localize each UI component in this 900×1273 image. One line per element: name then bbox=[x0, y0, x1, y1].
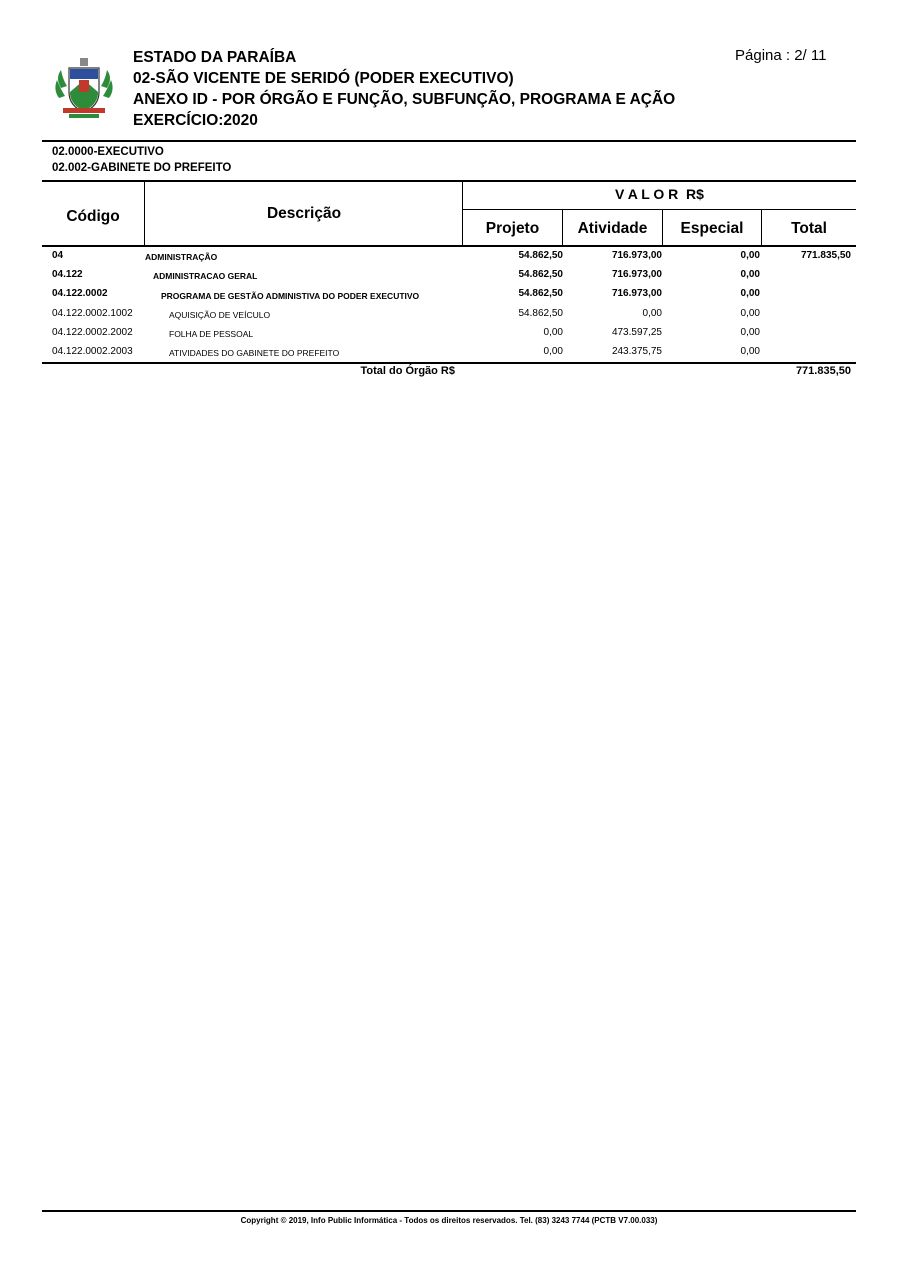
row-projeto: 0,00 bbox=[543, 327, 563, 338]
header-total: Total bbox=[791, 220, 827, 237]
table-row bbox=[42, 247, 856, 266]
row-atividade: 243.375,75 bbox=[611, 346, 662, 357]
row-especial: 0,00 bbox=[740, 327, 760, 338]
row-atividade: 473.597,25 bbox=[611, 327, 662, 338]
table-bottom-border bbox=[42, 362, 856, 364]
municipality-title: 02-SÃO VICENTE DE SERIDÓ (PODER EXECUTIVO) bbox=[133, 70, 514, 87]
row-atividade: 716.973,00 bbox=[611, 269, 662, 280]
row-descricao: ATIVIDADES DO GABINETE DO PREFEITO bbox=[169, 348, 340, 358]
header-especial: Especial bbox=[680, 220, 744, 237]
header-codigo: Código bbox=[66, 208, 120, 225]
total-value: 771.835,50 bbox=[795, 365, 851, 377]
row-projeto: 0,00 bbox=[543, 346, 563, 357]
table-row bbox=[42, 324, 856, 343]
row-descricao: FOLHA DE PESSOAL bbox=[169, 329, 254, 339]
table-row bbox=[42, 285, 856, 304]
row-especial: 0,00 bbox=[740, 308, 760, 319]
row-codigo: 04 bbox=[52, 250, 64, 261]
row-codigo: 04.122.0002.1002 bbox=[52, 308, 133, 319]
row-descricao: AQUISIÇÃO DE VEÍCULO bbox=[169, 310, 271, 320]
unidade-label: 02.002-GABINETE DO PREFEITO bbox=[52, 162, 232, 174]
row-codigo: 04.122.0002.2003 bbox=[52, 346, 133, 357]
row-atividade: 0,00 bbox=[642, 308, 662, 319]
header-descricao: Descrição bbox=[266, 205, 342, 222]
table-row bbox=[42, 343, 856, 362]
row-projeto: 54.862,50 bbox=[518, 250, 563, 261]
state-title: ESTADO DA PARAÍBA bbox=[133, 49, 297, 66]
row-total: 771.835,50 bbox=[800, 250, 851, 261]
row-projeto: 54.862,50 bbox=[518, 269, 563, 280]
row-atividade: 716.973,00 bbox=[611, 250, 662, 261]
col-divider bbox=[144, 181, 145, 246]
page-number: Página : 2/ 11 bbox=[735, 47, 827, 64]
row-especial: 0,00 bbox=[740, 269, 760, 280]
annex-title: ANEXO ID - POR ÓRGÃO E FUNÇÃO, SUBFUNÇÃO, PROGRAMA E AÇÃO bbox=[133, 91, 676, 108]
table-row bbox=[42, 266, 856, 285]
header-atividade: Atividade bbox=[577, 220, 648, 237]
exercise-year: EXERCÍCIO:2020 bbox=[133, 112, 258, 129]
row-codigo: 04.122.0002 bbox=[52, 288, 108, 299]
row-especial: 0,00 bbox=[740, 288, 760, 299]
header-projeto: Projeto bbox=[485, 220, 540, 237]
copyright-footer: Copyright © 2019, Info Public Informática - Todos os direitos reservados. Tel. (83) 3243 7744 (PCTB V7.00.033) bbox=[240, 1216, 658, 1225]
row-descricao: PROGRAMA DE GESTÃO ADMINISTIVA DO PODER EXECUTIVO bbox=[161, 291, 420, 301]
coat-of-arms-icon bbox=[53, 58, 115, 120]
row-atividade: 716.973,00 bbox=[611, 288, 662, 299]
valor-divider bbox=[463, 209, 856, 210]
footer-divider bbox=[42, 1210, 856, 1212]
header-divider bbox=[42, 140, 856, 142]
header-valor: V A L O R R$ bbox=[615, 186, 704, 202]
row-projeto: 54.862,50 bbox=[518, 308, 563, 319]
total-label: Total do Órgão R$ bbox=[360, 365, 455, 377]
table-row bbox=[42, 305, 856, 324]
orgao-label: 02.0000-EXECUTIVO bbox=[52, 146, 164, 158]
table-top-border bbox=[42, 180, 856, 182]
row-codigo: 04.122.0002.2002 bbox=[52, 327, 133, 338]
row-descricao: ADMINISTRACAO GERAL bbox=[153, 271, 258, 281]
row-especial: 0,00 bbox=[740, 346, 760, 357]
row-especial: 0,00 bbox=[740, 250, 760, 261]
row-codigo: 04.122 bbox=[52, 269, 83, 280]
row-descricao: ADMINISTRAÇÃO bbox=[145, 252, 218, 262]
row-projeto: 54.862,50 bbox=[518, 288, 563, 299]
